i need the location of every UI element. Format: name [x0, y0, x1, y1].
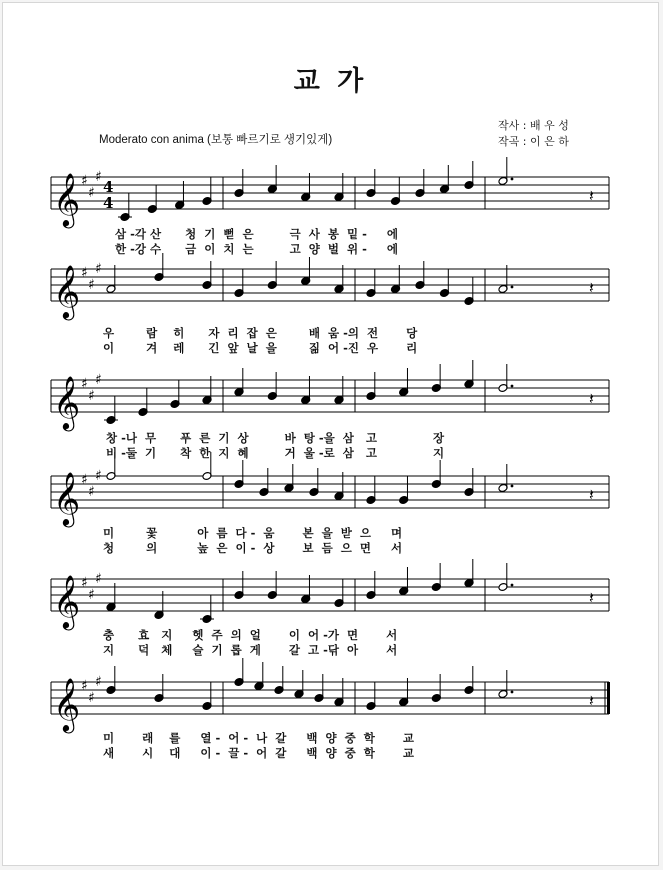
sharp-icon: ♯: [95, 372, 102, 388]
sheet-music-page: [2, 2, 659, 866]
song-title: 교 가: [293, 66, 368, 97]
composer-credit: 작곡 : 이 은 하: [498, 135, 569, 148]
dot: [511, 286, 514, 289]
treble-clef-icon: 𝄞: [53, 677, 81, 731]
dot: [511, 691, 514, 694]
time-signature-top: 4: [103, 178, 114, 196]
lyric-line-3-verse-1: 창 -나 무 푸 른 기 상 바 탕 -을 삼 고 장: [106, 431, 445, 445]
lyric-line-4-verse-1: 미 꽃 아 름 다 - 움 본 을 받 으 며: [103, 526, 403, 540]
treble-clef-icon: 𝄞: [53, 574, 81, 628]
tempo-marking: Moderato con anima (보통 빠르기로 생기있게): [99, 134, 333, 146]
sharp-icon: ♯: [95, 674, 102, 690]
lyric-line-6-verse-2: 새 시 대 이 - 끌 - 어 갈 백 양 중 학 교: [103, 746, 415, 760]
rest-icon: 𝄽: [589, 485, 594, 504]
sharp-icon: ♯: [88, 690, 95, 706]
sharp-icon: ♯: [95, 261, 102, 277]
lyric-line-4-verse-2: 청 의 높 은 이 - 상 보 듬 으 면 서: [103, 541, 403, 555]
sharp-icon: ♯: [81, 678, 88, 694]
lyric-line-1-verse-1: 삼 -각 산 청 기 뻗 은 극 사 봉 밑 - 에: [115, 227, 398, 241]
sharp-icon: ♯: [95, 468, 102, 484]
treble-clef-icon: 𝄞: [53, 471, 81, 525]
lyric-line-5-verse-1: 충 효 지 헷 주 의 얼 이 어 -가 면 서: [103, 628, 398, 642]
rest-icon: 𝄽: [589, 691, 594, 710]
sharp-icon: ♯: [88, 484, 95, 500]
final-barline: [607, 682, 610, 714]
dot: [511, 178, 514, 181]
sharp-icon: ♯: [81, 575, 88, 591]
sharp-icon: ♯: [81, 472, 88, 488]
lyric-line-2-verse-1: 우 람 히 자 리 잡 은 배 움 -의 전 당: [103, 326, 418, 340]
lyric-line-3-verse-2: 비 -둘 기 착 한 지 혜 거 울 -로 삼 고 지: [106, 446, 445, 460]
time-signature-bottom: 4: [103, 194, 114, 212]
lyric-line-5-verse-2: 지 덕 체 슬 기 롭 게 갈 고 -닦 아 서: [103, 643, 398, 657]
lyricist-credit: 작사 : 배 우 성: [498, 119, 569, 132]
dot: [511, 385, 514, 388]
treble-clef-icon: 𝄞: [53, 172, 81, 226]
sharp-icon: ♯: [88, 277, 95, 293]
sharp-icon: ♯: [81, 265, 88, 281]
sharp-icon: ♯: [88, 185, 95, 201]
sharp-icon: ♯: [81, 376, 88, 392]
sharp-icon: ♯: [95, 571, 102, 587]
rest-icon: 𝄽: [589, 588, 594, 607]
dot: [511, 584, 514, 587]
lyric-line-2-verse-2: 이 겨 레 긴 앞 날 을 짊 어 -진 우 리: [103, 341, 418, 355]
sharp-icon: ♯: [95, 169, 102, 185]
dot: [511, 485, 514, 488]
rest-icon: 𝄽: [589, 389, 594, 408]
treble-clef-icon: 𝄞: [53, 375, 81, 429]
sharp-icon: ♯: [88, 388, 95, 404]
rest-icon: 𝄽: [589, 186, 594, 205]
treble-clef-icon: 𝄞: [53, 264, 81, 318]
lyric-line-1-verse-2: 한 -강 수 금 이 치 는 고 양 벌 위 - 에: [115, 242, 398, 256]
sharp-icon: ♯: [88, 587, 95, 603]
lyric-line-6-verse-1: 미 래 를 열 - 어 - 나 갈 백 양 중 학 교: [103, 731, 415, 745]
sharp-icon: ♯: [81, 173, 88, 189]
rest-icon: 𝄽: [589, 278, 594, 297]
